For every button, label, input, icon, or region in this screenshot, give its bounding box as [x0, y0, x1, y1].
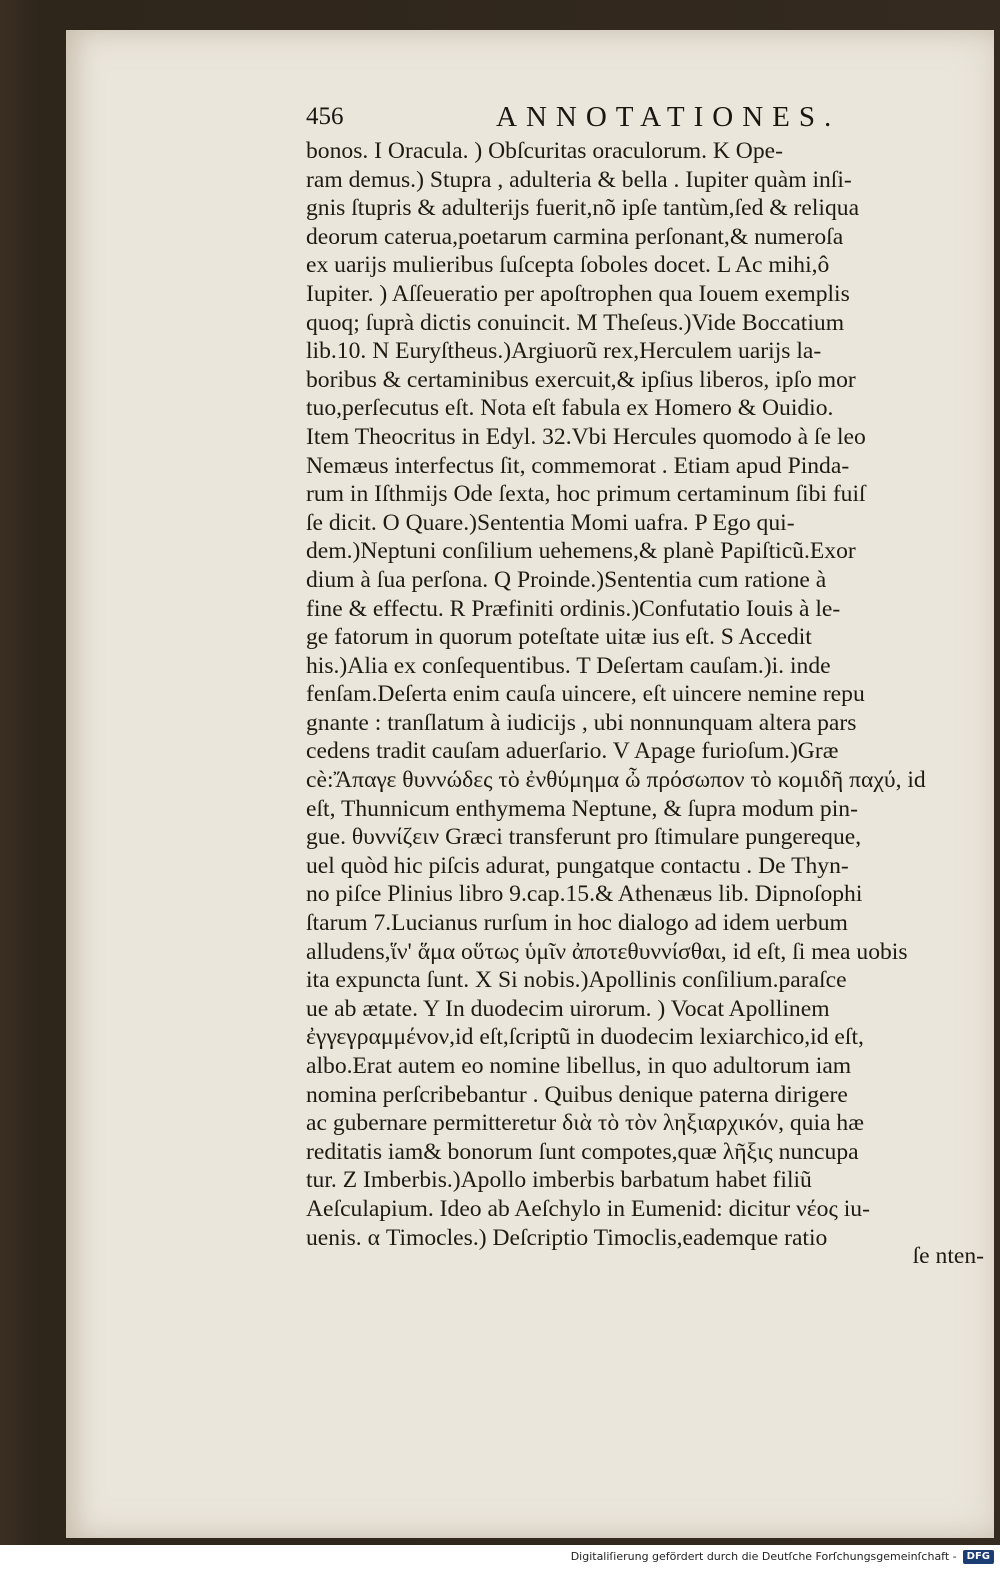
text-line: lib.10. N Euryſtheus.)Argiuorũ rex,Herculem uarijs la-: [306, 338, 822, 365]
page-header: [306, 103, 998, 147]
page-number: 456: [306, 103, 344, 130]
text-line: uenis. α Timocles.) Deſcriptio Timoclis,eademque ratio: [306, 1224, 828, 1251]
text-line: ſe dicit. O Quare.)Sententia Momi uafra. P Ego qui-: [306, 509, 795, 536]
text-line: reditatis iam& bonorum ſunt compotes,quæ λῆξις nuncupa: [306, 1138, 859, 1165]
text-line: quoq; ſuprà dictis conuincit. M Theſeus.)Vide Boccatium: [306, 309, 845, 336]
text-line: cedens tradit cauſam aduerſario. V Apage furioſum.)Græ: [306, 738, 839, 765]
text-line: alludens,ἵν' ἅμα οὕτως ὑμῖν ἀποτεθυννίσθαι, id eſt, ſi mea uobis: [306, 938, 908, 965]
text-line: ge fatorum in quorum poteſtate uitæ ius eſt. S Accedit: [306, 624, 812, 651]
text-line: fenſam.Deſerta enim cauſa uincere, eſt uincere nemine repu: [306, 681, 865, 708]
text-line: tuo,perſecutus eſt. Nota eſt fabula ex Homero & Ouidio.: [306, 395, 834, 422]
text-line: Iupiter. ) Aſſeueratio per apoſtrophen qua Iouem exemplis: [306, 280, 850, 307]
text-line: fine & effectu. R Præfiniti ordinis.)Confutatio Iouis à le-: [306, 595, 841, 622]
book-page: [66, 30, 994, 1538]
text-line: rum in Iſthmijs Ode ſexta, hoc primum certaminum ſibi fuiſ: [306, 481, 866, 508]
text-line: boribus & certaminibus exercuit,& ipſius liberos, ipſo mor: [306, 366, 856, 393]
text-line: bonos. I Oracula. ) Obſcuritas oraculorum. K Ope-: [306, 138, 783, 164]
text-line: cè:Ἄπαγε θυννώδες τὸ ἐνθύμημα ὦ πρόσωπον τὸ κομιδῆ παχύ, id: [306, 767, 926, 794]
text-line: ita expuncta ſunt. X Si nobis.)Apollinis conſilium.paraſce: [306, 967, 847, 994]
annotation-text: [306, 137, 998, 1252]
text-line: no piſce Plinius libro 9.cap.15.& Athenæus lib. Dipnoſophi: [306, 881, 863, 908]
text-line: ἐγγεγραμμένον,id eſt,ſcriptũ in duodecim lexiarchico,id eſt,: [306, 1024, 864, 1051]
digitization-footer: [0, 1545, 1000, 1569]
text-line: uel quòd hic piſcis adurat, pungatque contactu . De Thyn-: [306, 852, 849, 879]
text-line: gnis ſtupris & adulterijs fuerit,nõ ipſe tantùm,ſed & reliqua: [306, 195, 860, 222]
text-line: tur. Z Imberbis.)Apollo imberbis barbatum habet filiũ: [306, 1167, 812, 1194]
text-line: ue ab ætate. Y In duodecim uirorum. ) Vocat Apollinem: [306, 995, 830, 1022]
text-line: dem.)Neptuni conſilium uehemens,& planè Papiſticũ.Exor: [306, 538, 856, 565]
text-line: ſtarum 7.Lucianus rurſum in hoc dialogo ad idem uerbum: [306, 910, 848, 937]
dfg-logo: DFG: [963, 1550, 994, 1564]
text-line: nomina perſcribebantur . Quibus denique paterna dirigere: [306, 1081, 848, 1108]
text-line: albo.Erat autem eo nomine libellus, in quo adultorum iam: [306, 1053, 852, 1079]
text-line: dium à ſua perſona. Q Proinde.)Sententia cum ratione à: [306, 566, 827, 593]
text-line: Item Theocritus in Edyl. 32.Vbi Hercules quomodo à ſe leo: [306, 423, 866, 450]
funding-credit: Digitaliſierung gefördert durch die Deutſche Forſchungsgemeinſchaft -: [570, 1550, 957, 1563]
running-title: ANNOTATIONES.: [496, 101, 841, 133]
text-line: eſt, Thunnicum enthymema Neptune, & ſupra modum pin-: [306, 795, 858, 822]
text-line: gue. θυννίζειν Græci transferunt pro ſtimulare pungereque,: [306, 824, 862, 851]
text-line: ram demus.) Stupra , adulteria & bella . Iupiter quàm inſi-: [306, 166, 852, 193]
catchword: ſe nten-: [912, 1243, 984, 1270]
text-line: his.)Alia ex conſequentibus. T Deſertam cauſam.)i. inde: [306, 652, 831, 679]
page-content: [306, 103, 998, 1271]
text-line: deorum caterua,poetarum carmina perſonant,& numeroſa: [306, 223, 844, 250]
text-line: Nemæus interfectus ſit, commemorat . Etiam apud Pinda-: [306, 452, 850, 479]
text-line: ex uarijs mulieribus ſuſcepta ſoboles docet. L Ac mihi,ô: [306, 252, 830, 279]
text-line: gnante : tranſlatum à iudicijs , ubi nonnunquam altera pars: [306, 709, 857, 736]
text-line: Aeſculapium. Ideo ab Aeſchylo in Eumenid: dicitur νέος iu-: [306, 1195, 870, 1222]
text-line: ac gubernare permitteretur διὰ τὸ τὸν ληξιαρχικόν, quia hæ: [306, 1110, 864, 1137]
